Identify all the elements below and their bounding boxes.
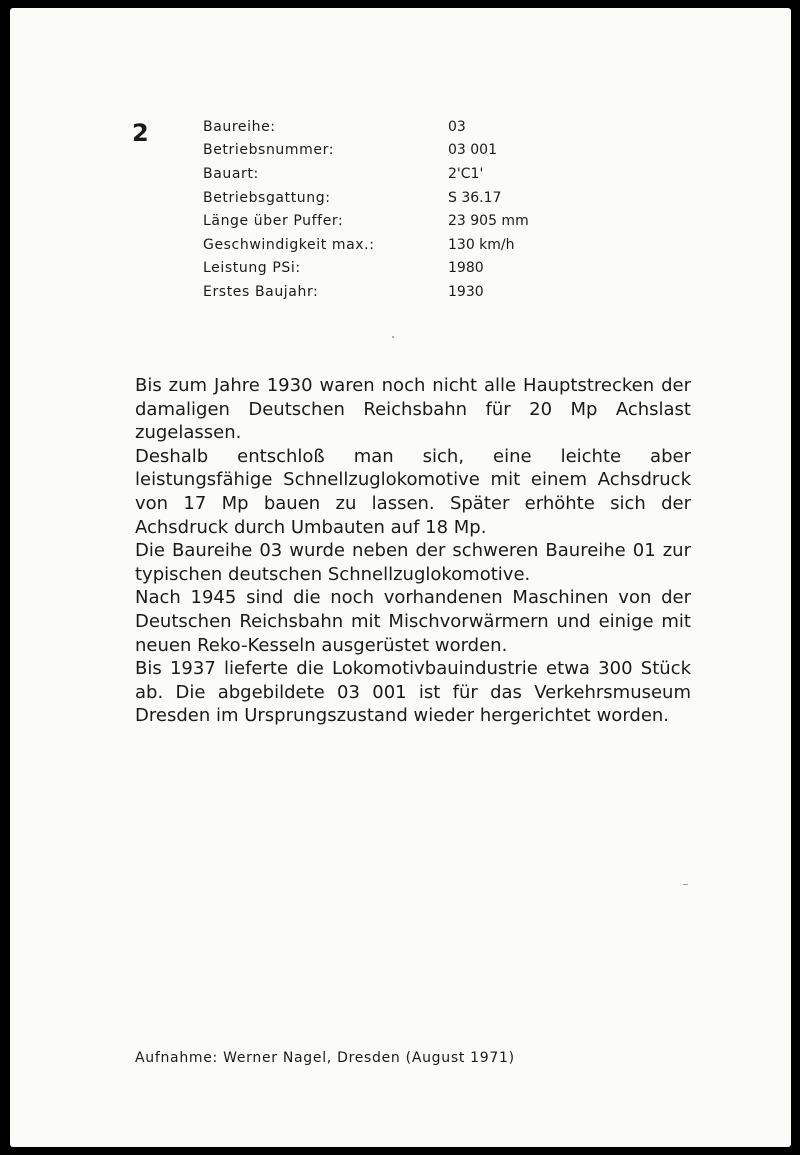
paragraph: Nach 1945 sind die noch vorhandenen Maschinen von der Deutschen Reichsbahn mit Mischvorwärmern und einige mit neuen Reko-Kesseln ausgerüstet worden. xyxy=(135,587,691,656)
spec-label: Leistung PSi: xyxy=(203,260,301,277)
photo-credit: Aufnahme: Werner Nagel, Dresden (August 1971) xyxy=(135,1050,515,1066)
spec-row xyxy=(203,209,563,233)
spec-value: 130 km/h xyxy=(448,236,515,253)
spec-value: 1980 xyxy=(448,260,484,277)
paragraph: Deshalb entschloß man sich, eine leichte aber leistungsfähige Schnellzuglokomotive mit einem Achsdruck von 17 Mp bauen zu lassen. Später erhöhte sich der Achsdruck durch Umbauten auf 18 Mp. xyxy=(135,445,691,538)
description-text xyxy=(135,374,691,728)
spec-table xyxy=(203,115,563,304)
postcard-back xyxy=(10,8,791,1147)
spec-row xyxy=(203,162,563,186)
spec-label: Länge über Puffer: xyxy=(203,213,344,230)
spec-label: Betriebsnummer: xyxy=(203,142,335,159)
spec-value: 2'C1' xyxy=(448,165,484,182)
spec-value: 23 905 mm xyxy=(448,213,529,230)
spec-value: 1930 xyxy=(448,283,484,300)
spec-label: Betriebsgattung: xyxy=(203,189,331,206)
spec-label: Bauart: xyxy=(203,165,259,182)
spec-value: S 36.17 xyxy=(448,189,502,206)
spec-row xyxy=(203,257,563,281)
paragraph: Die Baureihe 03 wurde neben der schweren Baureihe 01 zur typischen deutschen Schnellzuglokomotive. xyxy=(135,540,691,585)
spec-label: Geschwindigkeit max.: xyxy=(203,236,375,253)
spec-label: Baureihe: xyxy=(203,118,276,135)
card-number: 2 xyxy=(132,119,149,147)
spec-row xyxy=(203,186,563,210)
print-speck xyxy=(392,336,394,338)
print-speck xyxy=(683,884,688,885)
spec-row xyxy=(203,280,563,304)
paragraph: Bis zum Jahre 1930 waren noch nicht alle Hauptstrecken der damaligen Deutschen Reichsbahn für 20 Mp Achslast zugelassen. xyxy=(135,375,691,444)
spec-value: 03 xyxy=(448,118,466,135)
spec-value: 03 001 xyxy=(448,142,497,159)
spec-row xyxy=(203,233,563,257)
spec-row xyxy=(203,115,563,139)
spec-label: Erstes Baujahr: xyxy=(203,283,319,300)
spec-row xyxy=(203,139,563,163)
paragraph: Bis 1937 lieferte die Lokomotivbauindustrie etwa 300 Stück ab. Die abgebildete 03 001 ist für das Verkehrsmuseum Dresden im Ursprungszustand wieder hergerichtet worden. xyxy=(135,658,691,727)
